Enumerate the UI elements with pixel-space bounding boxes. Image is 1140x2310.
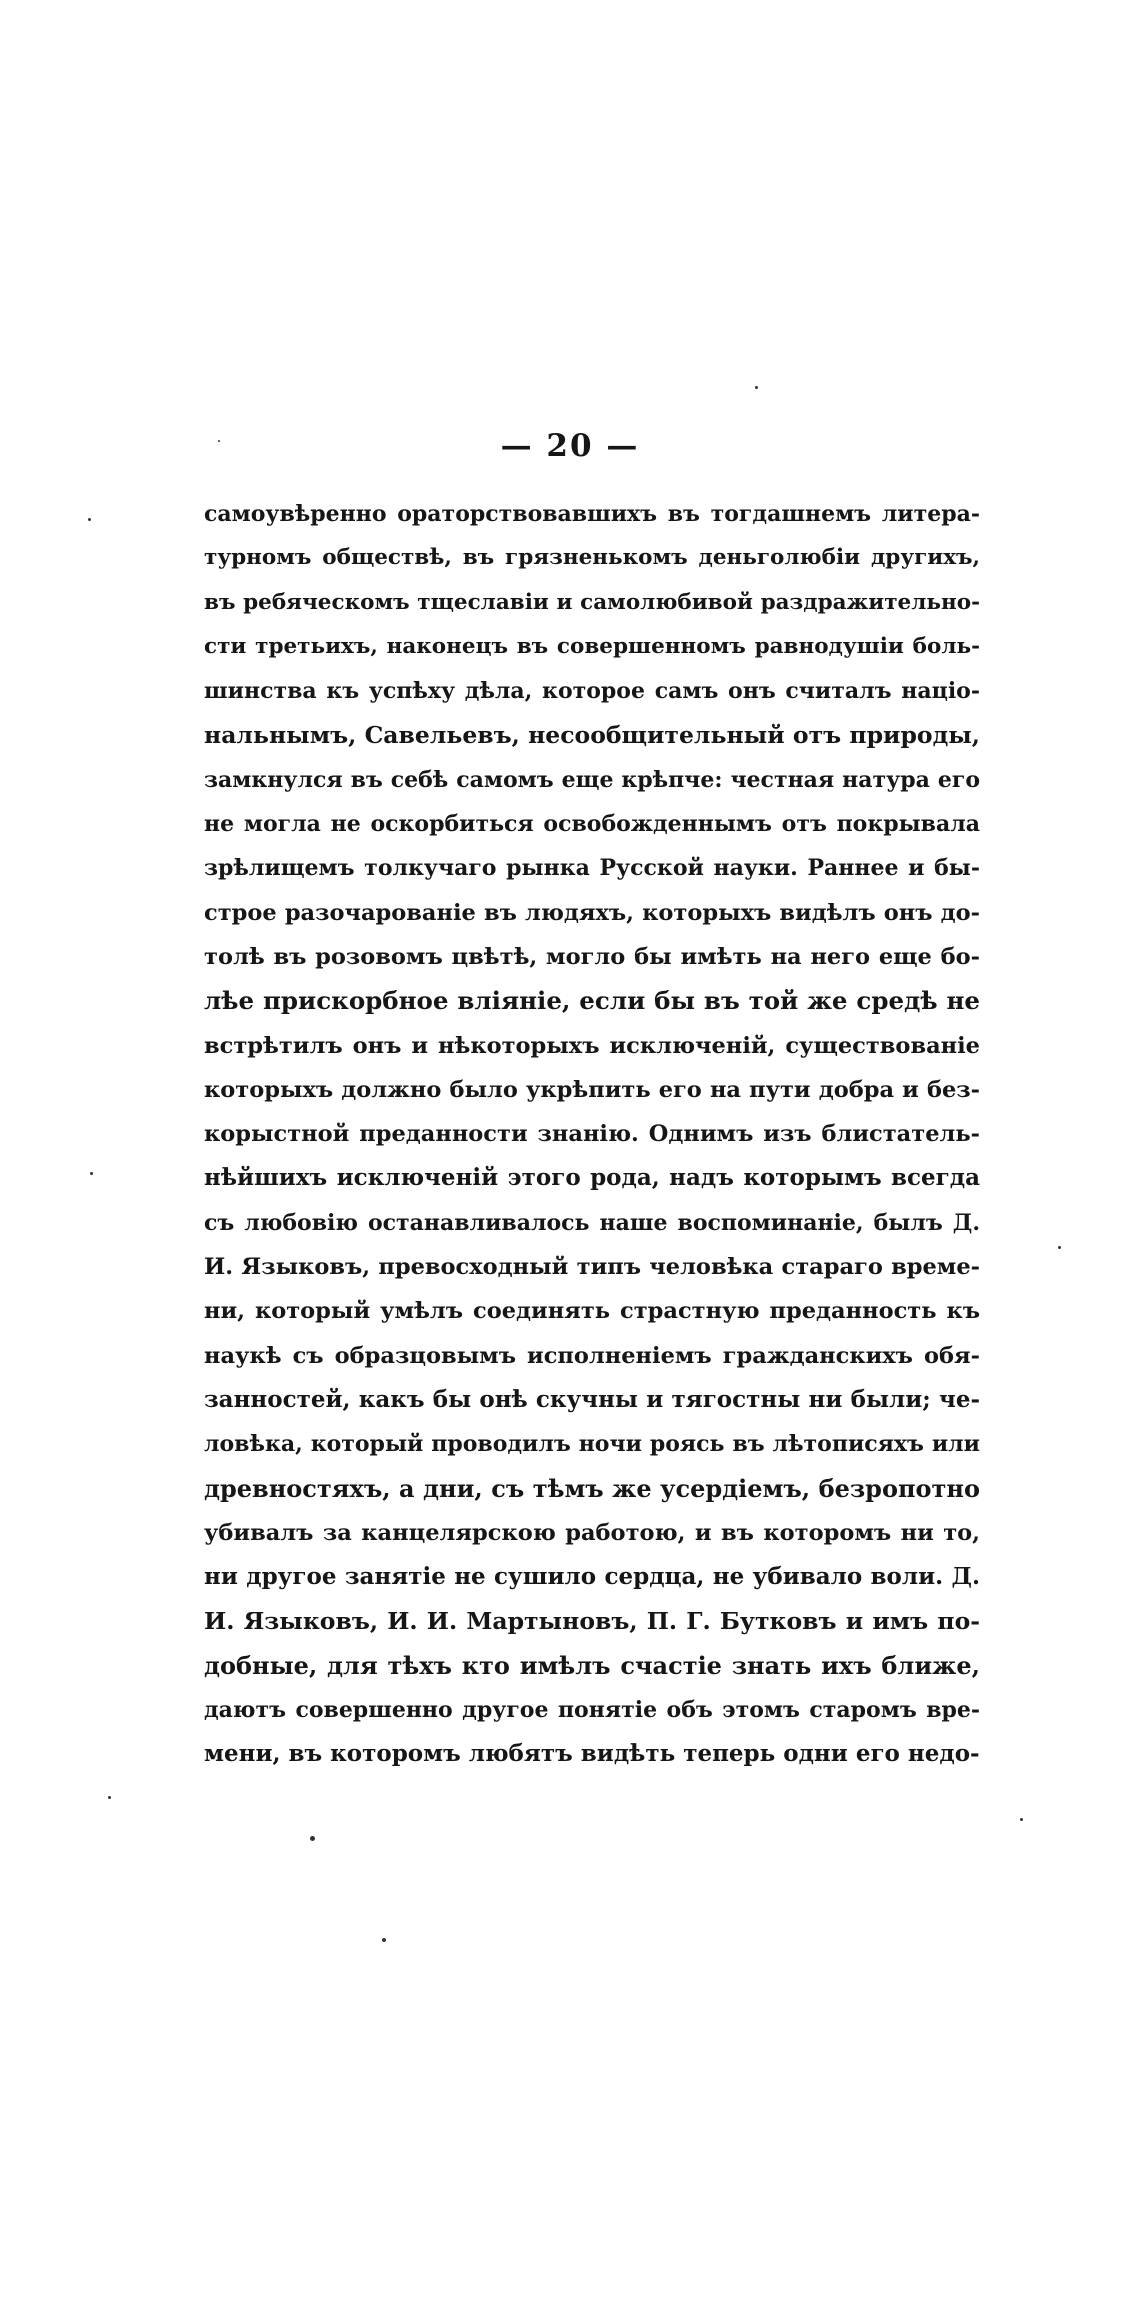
text-line: убивалъ за канцелярскою работою, и въ которомъ ни то, [204,1519,980,1546]
text-line: встрѣтилъ онъ и нѣкоторыхъ исключеній, существованіе [204,1032,980,1059]
scan-speck [755,386,758,389]
scan-speck [310,1836,315,1841]
scan-speck [1020,1818,1023,1821]
text-line: зрѣлищемъ толкучаго рынка Русской науки. Раннее и бы- [204,855,980,882]
text-line: шинства къ успѣху дѣла, которое самъ онъ считалъ націо- [204,678,980,705]
scan-speck [90,1172,93,1175]
text-line: И. Языковъ, И. И. Мартыновъ, П. Г. Бутковъ и имъ по- [204,1607,980,1636]
text-line: въ ребяческомъ тщеславіи и самолюбивой раздражительно- [204,589,980,615]
text-line: ловѣка, который проводилъ ночи роясь въ лѣтописяхъ или [204,1431,980,1458]
text-line: строе разочарованіе въ людяхъ, которыхъ видѣлъ онъ до- [204,899,980,926]
text-line: мени, въ которомъ любятъ видѣть теперь одни его недо- [204,1740,980,1768]
text-line: сти третьихъ, наконецъ въ совершенномъ равнодушіи боль- [204,633,980,659]
text-line: самоувѣренно ораторствовавшихъ въ тогдашнемъ литера- [204,501,980,527]
text-line: замкнулся въ себѣ самомъ еще крѣпче: честная натура его [204,766,980,793]
scan-speck [218,440,220,442]
text-line: не могла не оскорбиться освобожденнымъ отъ покрывала [204,811,980,838]
text-line: древностяхъ, а дни, съ тѣмъ же усердіемъ, безропотно [204,1473,980,1503]
scan-speck [88,518,91,521]
text-line: добные, для тѣхъ кто имѣлъ счастіе знать ихъ ближе, [204,1650,980,1680]
text-line: ни, который умѣлъ соединять страстную преданность къ [204,1298,980,1325]
text-line: нальнымъ, Савельевъ, несообщительный отъ природы, [204,721,980,750]
text-line: корыстной преданности знанію. Однимъ изъ блистатель- [204,1121,980,1148]
text-line: занностей, какъ бы онѣ скучны и тягостны ни были; че- [204,1385,980,1413]
scan-speck [1058,1246,1061,1249]
text-line: И. Языковъ, превосходный типъ человѣка стараго време- [204,1254,980,1281]
page-number: — 20 — [500,428,640,464]
text-line: турномъ обществѣ, въ грязненькомъ деньголюбіи другихъ, [204,545,980,571]
text-line: даютъ совершенно другое понятіе объ этомъ старомъ вре- [204,1697,980,1724]
text-line: ни другое занятіе не сушило сердца, не убивало воли. Д. [204,1563,980,1591]
text-line: нѣйшихъ исключеній этого рода, надъ которымъ всегда [204,1164,980,1192]
text-line: которыхъ должно было укрѣпить его на пути добра и без- [204,1076,980,1103]
text-line: съ любовію останавливалось наше воспоминаніе, былъ Д. [204,1209,980,1236]
scan-speck [108,1796,111,1799]
body-text [204,492,980,1777]
scan-speck [382,1938,386,1942]
text-line: толѣ въ розовомъ цвѣтѣ, могло бы имѣть на него еще бо- [204,943,980,970]
text-line: лѣе прискорбное вліяніе, если бы въ той же средѣ не [204,986,980,1016]
text-line: наукѣ съ образцовымъ исполненіемъ гражданскихъ обя- [204,1342,980,1369]
